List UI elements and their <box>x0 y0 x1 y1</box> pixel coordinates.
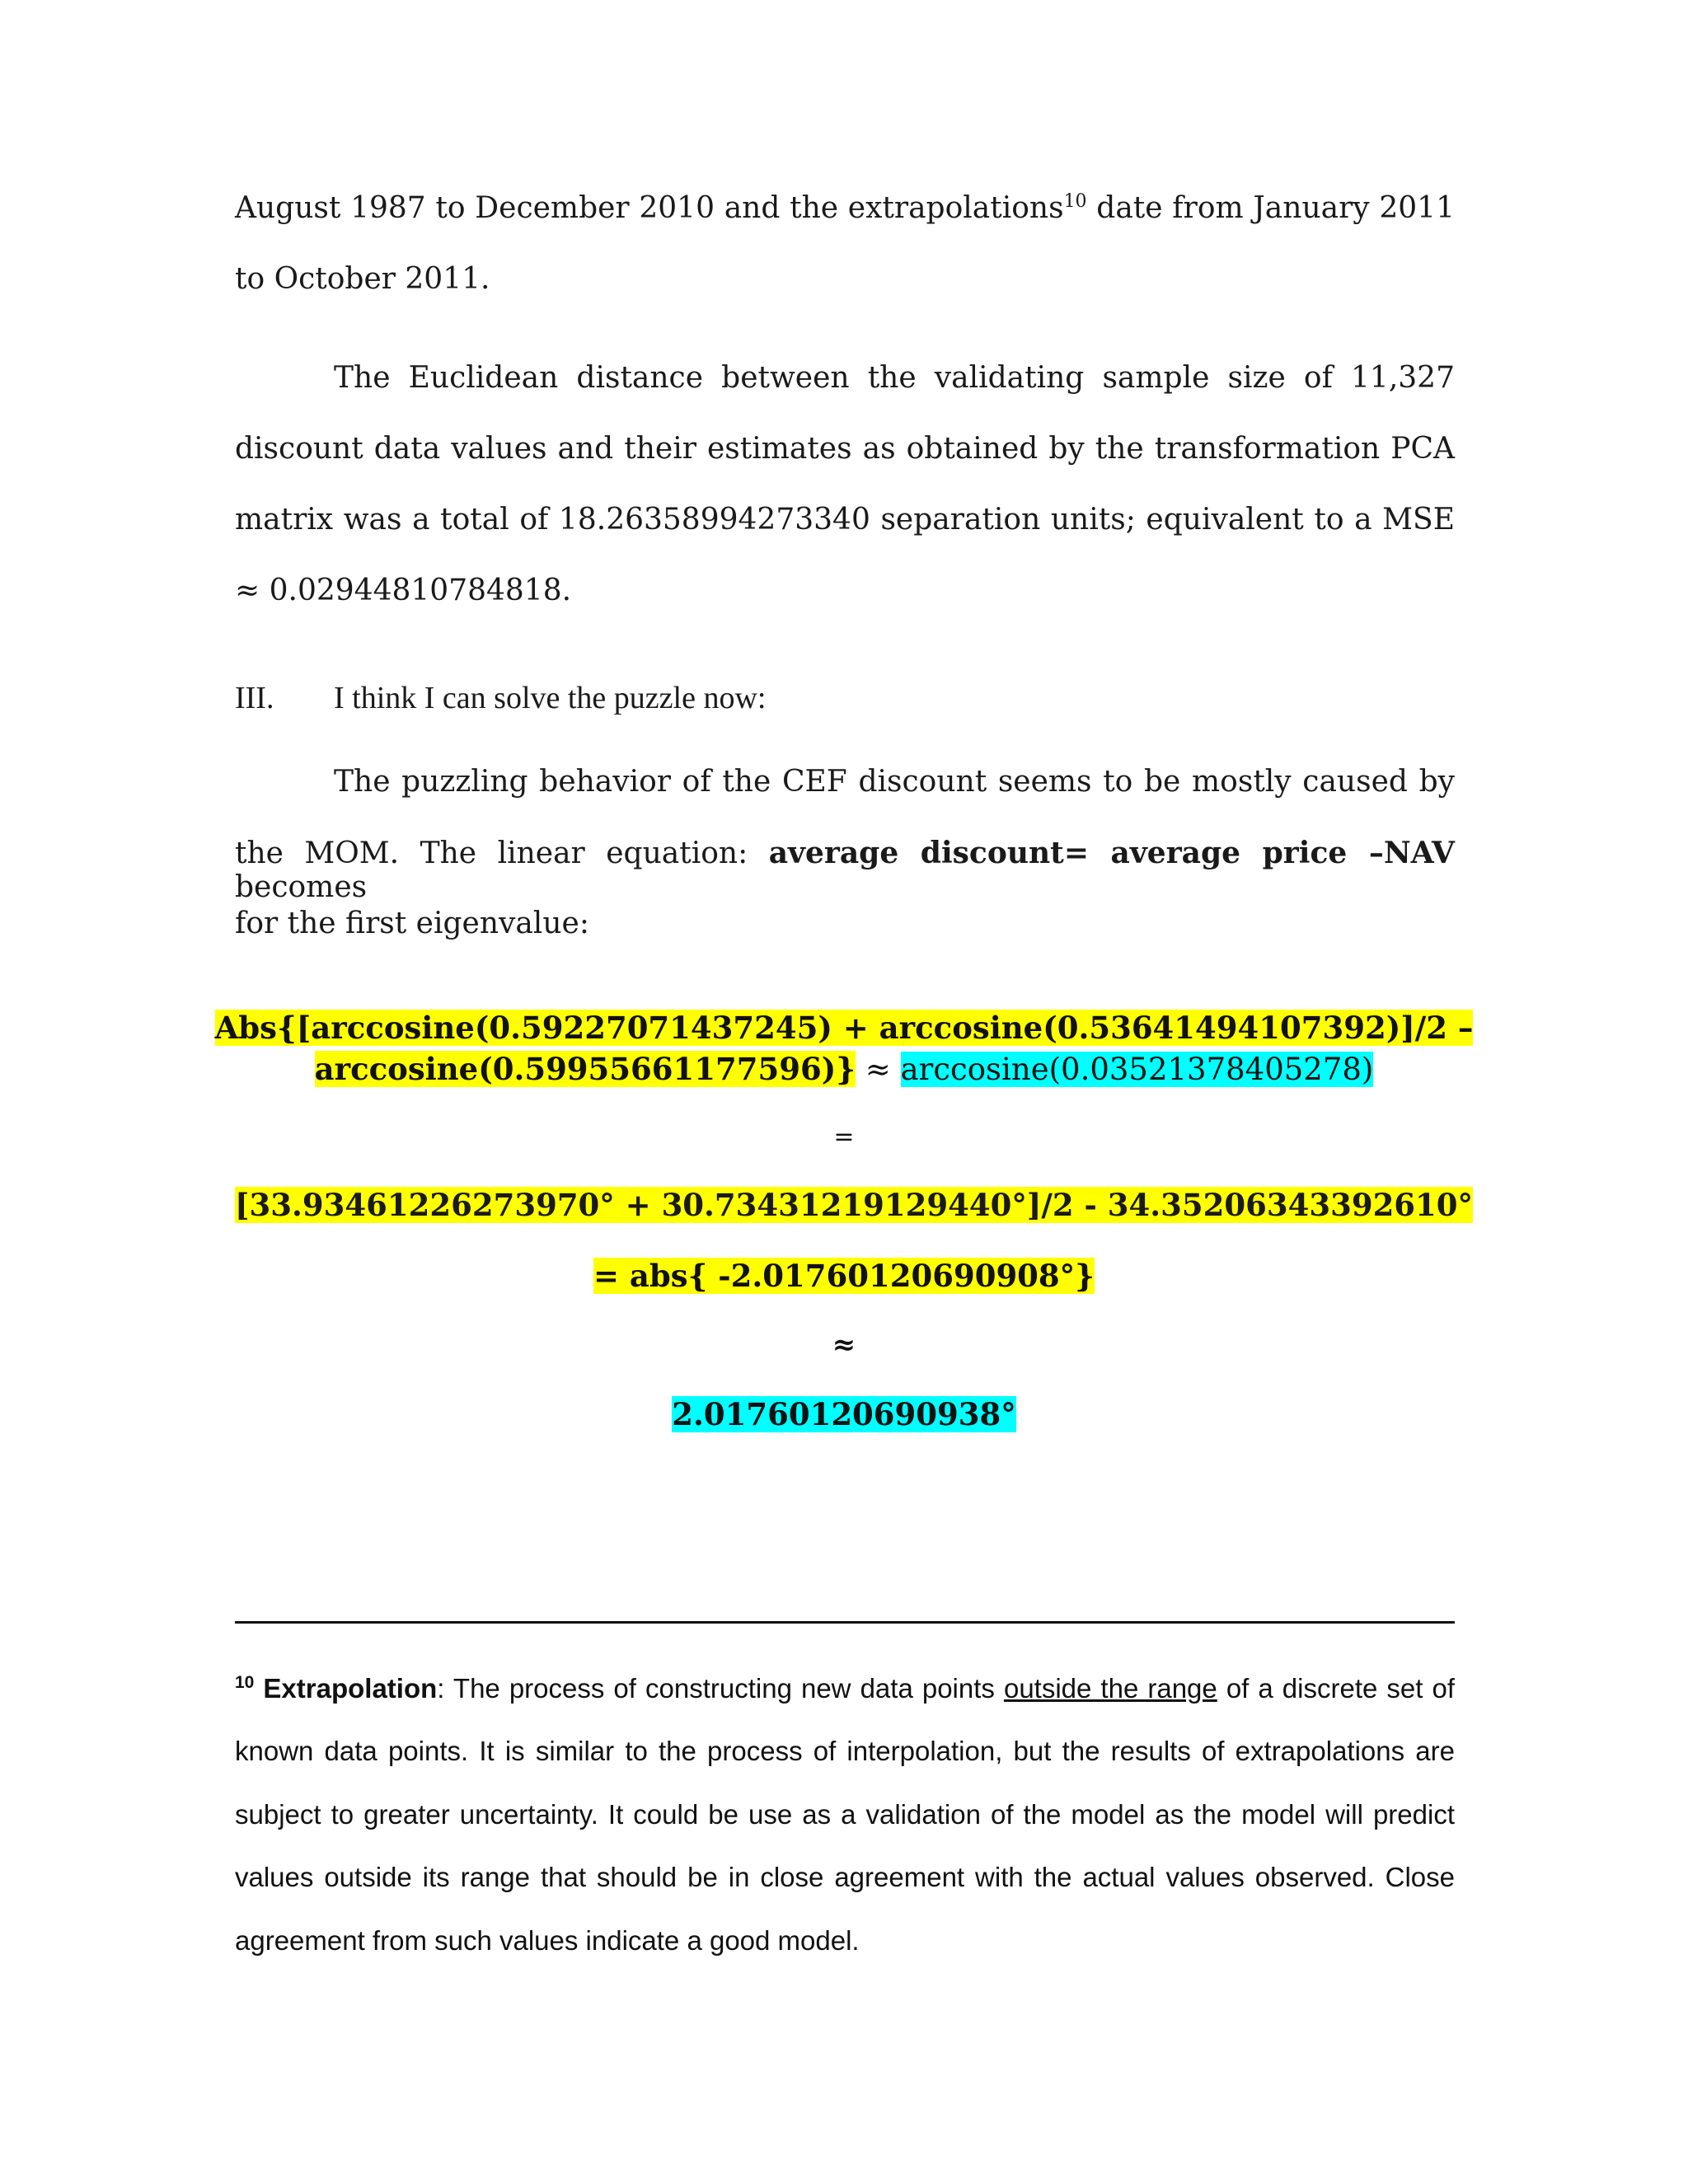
highlighted-expression: = abs{ -2.01760120690908°} <box>593 1258 1095 1294</box>
section-numeral: III. <box>235 681 274 715</box>
equation-line-3 <box>235 1187 1474 1223</box>
equation-result <box>0 1396 1688 1432</box>
approx-symbol: ≈ <box>856 1052 901 1087</box>
footnote-separator <box>235 1621 1455 1624</box>
text-span: date from January 2011 <box>1086 191 1455 225</box>
paragraph-2-line-1: The Euclidean distance between the validating sample size of 11,327 <box>334 361 1455 395</box>
paragraph-2-line-3: matrix was a total of 18.26358994273340 separation units; equivalent to a MSE <box>235 503 1455 537</box>
text-span: becomes <box>235 870 368 904</box>
text-span: the MOM. The linear equation: <box>235 837 769 870</box>
footnote-line-2: known data points. It is similar to the process of interpolation, but the results of extrapolations are <box>235 1736 1455 1766</box>
section-heading <box>235 680 1455 716</box>
highlighted-expression: [33.93461226273970° + 30.73431219129440°]/2 - 34.35206343392610° <box>235 1187 1474 1223</box>
bold-equation-text: average discount= average price –NAV <box>768 836 1455 870</box>
underlined-text: outside the range <box>1003 1673 1217 1704</box>
text-span: : The process of constructing new data points <box>437 1673 1004 1704</box>
footnote-number: 10 <box>235 1673 255 1692</box>
approx-sign: ≈ <box>832 1329 856 1361</box>
paragraph-2-line-4: ≈ 0.02944810784818. <box>235 574 572 607</box>
equation-line-2 <box>0 1051 1688 1087</box>
paragraph-1-line-2: to October 2011. <box>235 262 490 296</box>
equation-line-4 <box>0 1258 1688 1294</box>
highlighted-expression: arccosine(0.59955661177596)} <box>314 1051 856 1087</box>
footnote-reference: 10 <box>1063 191 1087 212</box>
text-span: of a discrete set of <box>1217 1673 1455 1704</box>
equals-sign: = <box>833 1122 855 1151</box>
paragraph-2-line-2: discount data values and their estimates as obtained by the transformation PCA <box>235 432 1455 466</box>
highlighted-expression-cyan: arccosine(0.03521378405278) <box>900 1052 1374 1087</box>
paragraph-3-line-2 <box>235 836 1455 904</box>
footnote-term: Extrapolation <box>263 1673 438 1704</box>
footnote-line-5: agreement from such values indicate a good model. <box>235 1925 860 1956</box>
text-span: August 1987 to December 2010 and the extrapolations <box>235 191 1064 225</box>
result-value: 2.01760120690938° <box>672 1396 1016 1432</box>
footnote-line-4: values outside its range that should be in close agreement with the actual values observed. Close <box>235 1862 1455 1892</box>
highlighted-expression: Abs{[arccosine(0.59227071437245) + arccosine(0.53641494107392)]/2 – <box>214 1010 1474 1046</box>
paragraph-3-line-1: The puzzling behavior of the CEF discount seems to be mostly caused by <box>334 765 1455 799</box>
equation-line-1 <box>0 1010 1688 1046</box>
section-heading-text: I think I can solve the puzzle now: <box>334 681 767 715</box>
footnote-line-3: subject to greater uncertainty. It could be use as a validation of the model as the model will predict <box>235 1799 1455 1830</box>
footnote-line-1 <box>235 1673 1455 1704</box>
paragraph-1-line-1 <box>235 191 1455 225</box>
paragraph-3-line-3: for the first eigenvalue: <box>235 907 589 940</box>
